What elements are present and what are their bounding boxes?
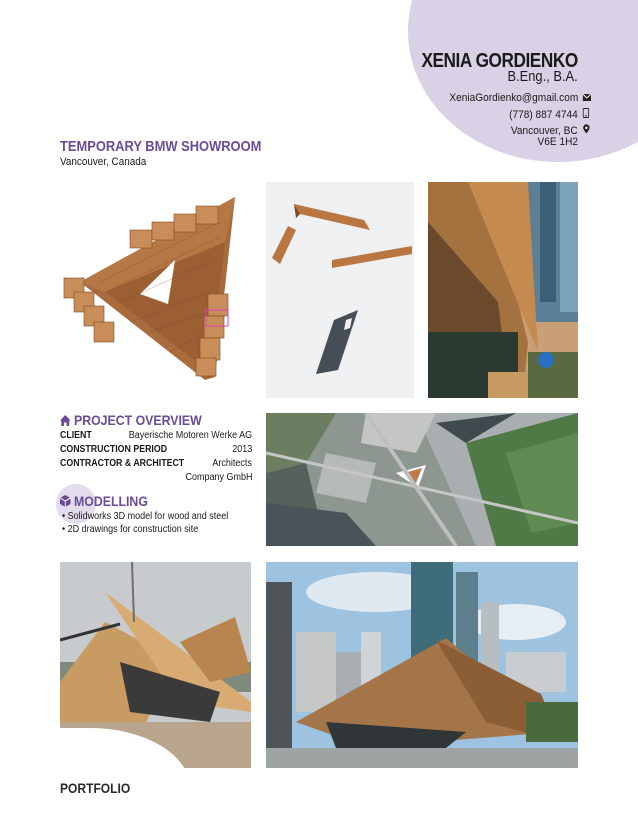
modelling-heading — [60, 493, 148, 509]
author-degree: B.Eng., B.A. — [507, 68, 578, 85]
author-name: XENIA GORDIENKO — [421, 50, 578, 72]
phone-text[interactable]: (778) 887 4744 — [509, 109, 579, 121]
aerial-site-photo — [266, 413, 578, 546]
modelling-title: MODELLING — [73, 493, 148, 509]
city-text: Vancouver, BC — [511, 125, 579, 137]
cad-components-image — [266, 182, 414, 398]
location-pin-icon — [582, 124, 591, 137]
phone-icon — [582, 108, 591, 121]
contact-email[interactable] — [449, 92, 591, 104]
overview-title: PROJECT OVERVIEW — [73, 412, 202, 428]
wood-structure-photo — [428, 182, 578, 398]
project-location: Vancouver, Canada — [60, 156, 147, 168]
cube-icon — [60, 493, 74, 509]
modelling-bullet-2: • 2D drawings for construction site — [62, 524, 199, 535]
postal-code: V6E 1H2 — [537, 136, 578, 148]
project-title: TEMPORARY BMW SHOWROOM — [60, 138, 262, 155]
modelling-bullet-1: • Solidworks 3D model for wood and steel — [62, 511, 229, 522]
cad-roof-plan-image — [60, 182, 251, 398]
envelope-icon — [582, 93, 591, 104]
showroom-exterior-photo — [266, 562, 578, 768]
email-text[interactable]: XeniaGordienko@gmail.com — [449, 92, 579, 104]
home-icon — [60, 412, 74, 428]
overview-heading — [60, 412, 202, 428]
footer-portfolio-label: PORTFOLIO — [60, 780, 131, 796]
contact-phone[interactable] — [509, 108, 591, 121]
